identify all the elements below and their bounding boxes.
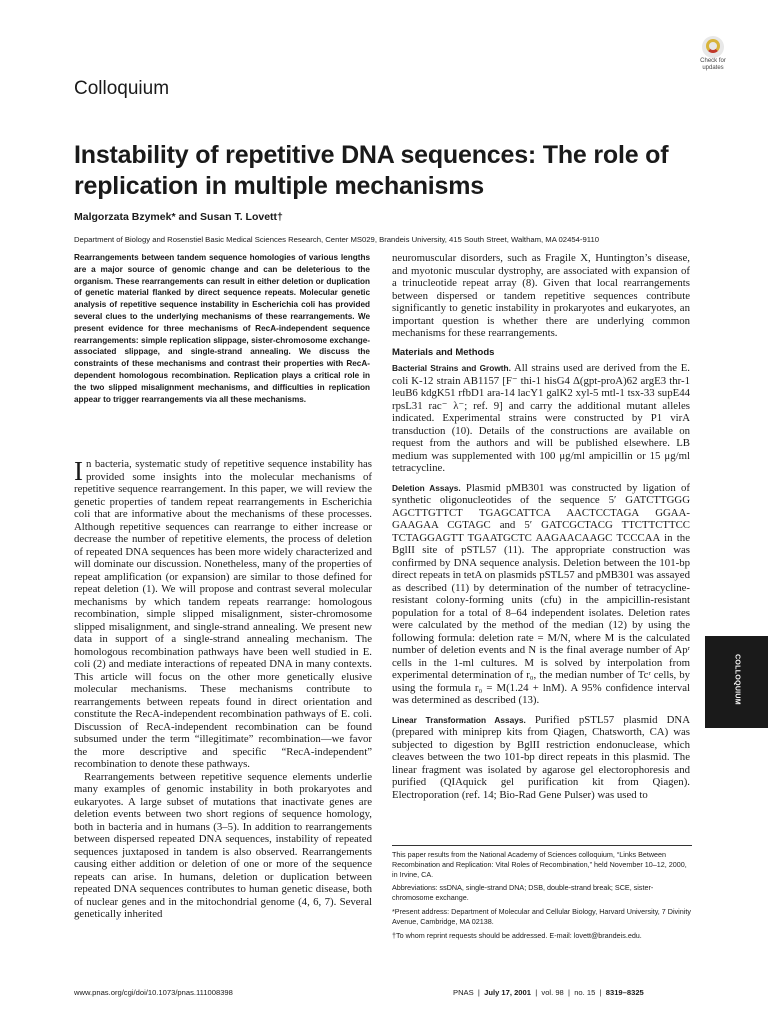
affiliation: Department of Biology and Rosenstiel Basic Medical Sciences Research, Center MS029, Brandeis University, 415 South Street, Waltham, MA 02454-9110 [74, 235, 600, 244]
intro-paragraph-1: In bacteria, systematic study of repetitive sequence instability has provided some insights into the molecular mechanisms of repetitive sequence rearrangement. In this paper, we will review the genetic properties of tandem repeat rearrangements in Escherichia coli that are informative about the mechanisms of these processes. Although repetitive sequences can rearrange to either increase or decrease the number of repetitive elements, the process of deletion of repeated DNA sequences has been more widely characterized and will dominate our discussion. Nonetheless, many of the properties of repeat amplification (or expansion) are similar to those defined for repeat deletion (1). We will propose and contrast several molecular mechanisms by which tandem repeats rearrange: homologous recombination, simple slipped misalignment, sister-chromosome slipped misalignment, and single-strand annealing. We present new data in support of a single-strand annealing mechanism. The homologous recombination pathways have been well studied in E. coli (2) and mediate interactions of repeated DNA in many contexts. This article will focus on the other more genetically elusive molecular mechanisms. These mechanisms contribute to rearrangements between repeats found in direct orientation and constitute the RecA-independent recombination pathways of E. coli. Discussion of RecA-independent recombination can be found subsumed under the term “illegitimate” recombination—we favor the more descriptive and specific “RecA-independent” recombination to denote these pathways. [74, 456, 372, 770]
abstract: Rearrangements between tandem sequence homologies of various lengths are a major source of genomic change and can be deleterious to the organism. These rearrangements can result in either deletion or duplication of genetic material flanked by direct sequence repeats. Molecular genetic analysis of repetitive sequence instability in Escherichia coli has provided several clues to the underlying mechanisms of these rearrangements. We present evidence for three mechanisms of RecA-independent sequence rearrangements: simple replication slippage, sister-chromosome exchange-associated slippage, and single-strand annealing. We discuss the constraints of these mechanisms and contrast their properties with RecA-dependent homologous recombination. Replication plays a critical role in the two slipped misalignment mechanisms, and difficulties in replication appear to trigger rearrangements via all these mechanisms. [74, 253, 370, 404]
journal-citation: PNAS | July 17, 2001 | vol. 98 | no. 15 | 8319–8325 [453, 988, 644, 997]
check-updates-icon [702, 36, 724, 58]
section-label: Colloquium [74, 78, 170, 99]
strains-paragraph: Bacterial Strains and Growth. All strains used are derived from the E. coli K-12 strain AB1157 [F⁻ thi-1 hisG4 Δ(gpt-proA)62 argE3 thr-1 leuB6 kdgK51 rfbD1 ara-14 lacY1 galK2 xyl-5 mtl-1 tsx-33 supE44 rpsL31 rac⁻ λ⁻; ref. 9] and carry the additional mutant alleles indicated. Experimental strains were constructed by P1 virA transduction (10). Details of the constructions are available on request from the authors and will be published elsewhere. LB medium was supplemented with 100 μg/ml ampicillin or 15 μg/ml tetracycline. [392, 362, 690, 474]
drop-cap: I [74, 456, 83, 486]
footnote-colloquium: This paper results from the National Academy of Sciences colloquium, “Links Between Recombination and Replication: Vital Roles of Recombination,” held November 10–12, 2000, in Irvine, CA. [392, 850, 687, 879]
doi-url[interactable]: www.pnas.org/cgi/doi/10.1073/pnas.111008398 [74, 988, 233, 997]
intro-paragraph-3: neuromuscular disorders, such as Fragile X, Huntington’s disease, and myotonic muscular dystrophy, are associated with expansion of a trinucleotide repeat array (8). Given that local rearrangements between dispersed or tandem repetitive sequences contribute significantly to genetic instability in prokaryotes and eukaryotes, an important question is whether there are underlying common mechanisms for these rearrangements. [392, 252, 690, 339]
methods-heading: Materials and Methods [392, 346, 495, 358]
deletion-paragraph: Deletion Assays. Plasmid pMB301 was constructed by ligation of synthetic oligonucleotides of the sequence 5′ GATCTTGGG AGCTTGTTCT TGAGCATTCA AACTCCTAGA GGAA-GAAGAA CGTAGC and 5′ GATCGCTACG TTCTTCTTCC TCTAGGAGTT TGAATGCTC AAGAACAAGC TCCCAA in the BglII site of pSTL57 (11). The appropriate construction was confirmed by DNA sequence analysis. Deletion between the 101-bp direct repeats in tetA on plasmids pSTL57 and pMB301 was assayed as described (11) by determination of the number of tetracycline-resistant colony-forming units (cfu) in the ampicillin-resistant population for a total of 8–64 independent isolates. Deletion rates were calculated by the method of the median (12) by using the following formula: deletion rate = M/N, where M is the calculated number of deletion events and N is the final average number of Apʳ cells in the 1-ml cultures. M is solved by interpolation from experimental determination of r₀, the median number of Tcʳ cells, by using the formula r₀ = M(1.24 + lnM). A 95% confidence interval was determined as described (13). [392, 481, 690, 706]
body-column-right [392, 252, 690, 801]
footnote-present-address: *Present address: Department of Molecular and Cellular Biology, Harvard University, 7 Divinity Avenue, Cambridge, MA 02138. [392, 906, 691, 926]
badge-text: Check for updates [700, 58, 726, 71]
colloquium-side-tab [705, 636, 768, 728]
linear-paragraph: Linear Transformation Assays. Purified pSTL57 plasmid DNA (prepared with miniprep kits from Qiagen, Chatsworth, CA) was subjected to digestion by BglII restriction endonuclease, which cleaves between the two 101-bp direct repeats in this plasmid. The linear fragment was isolated by agarose gel electorophoresis and purified (QIAquick gel purification kit from Qiagen). Electroporation (ref. 14; Bio-Rad Gene Pulser) was used to [392, 713, 691, 801]
body-column-left [74, 458, 372, 921]
check-for-updates-badge[interactable] [695, 36, 731, 72]
article-title: Instability of repetitive DNA sequences: The role of replication in multiple mechanisms [74, 141, 669, 200]
side-tab-label: COLLOQUIUM [733, 654, 741, 705]
footnote-abbreviations: Abbreviations: ssDNA, single-strand DNA; DSB, double-strand break; SCE, sister-chromosome exchange. [392, 883, 654, 903]
author-list: Malgorzata Bzymek* and Susan T. Lovett† [74, 211, 283, 223]
footnotes [392, 845, 692, 944]
footnote-reprints: †To whom reprint requests should be addressed. E-mail: lovett@brandeis.edu. [392, 930, 642, 940]
intro-paragraph-2: Rearrangements between repetitive sequence elements underlie many examples of genomic instability in both prokaryotes and eukaryotes. A large subset of mutations that inactivate genes are deletion events between two short regions of sequence homology, both in bacteria and in humans (3–5). In addition to rearrangements between dispersed repeated DNA sequences, instability of repeated sequences juxtaposed in tandem is also observed. Rearrangements causing either addition or deletion of one or more of the sequence repeats can arise. In humans, deletion or duplication between repeated DNA sequences contributes to human genetic disease, both of nuclear genes and in the mitochondrial genome (4, 6, 7). Several genetically inherited [74, 770, 372, 920]
